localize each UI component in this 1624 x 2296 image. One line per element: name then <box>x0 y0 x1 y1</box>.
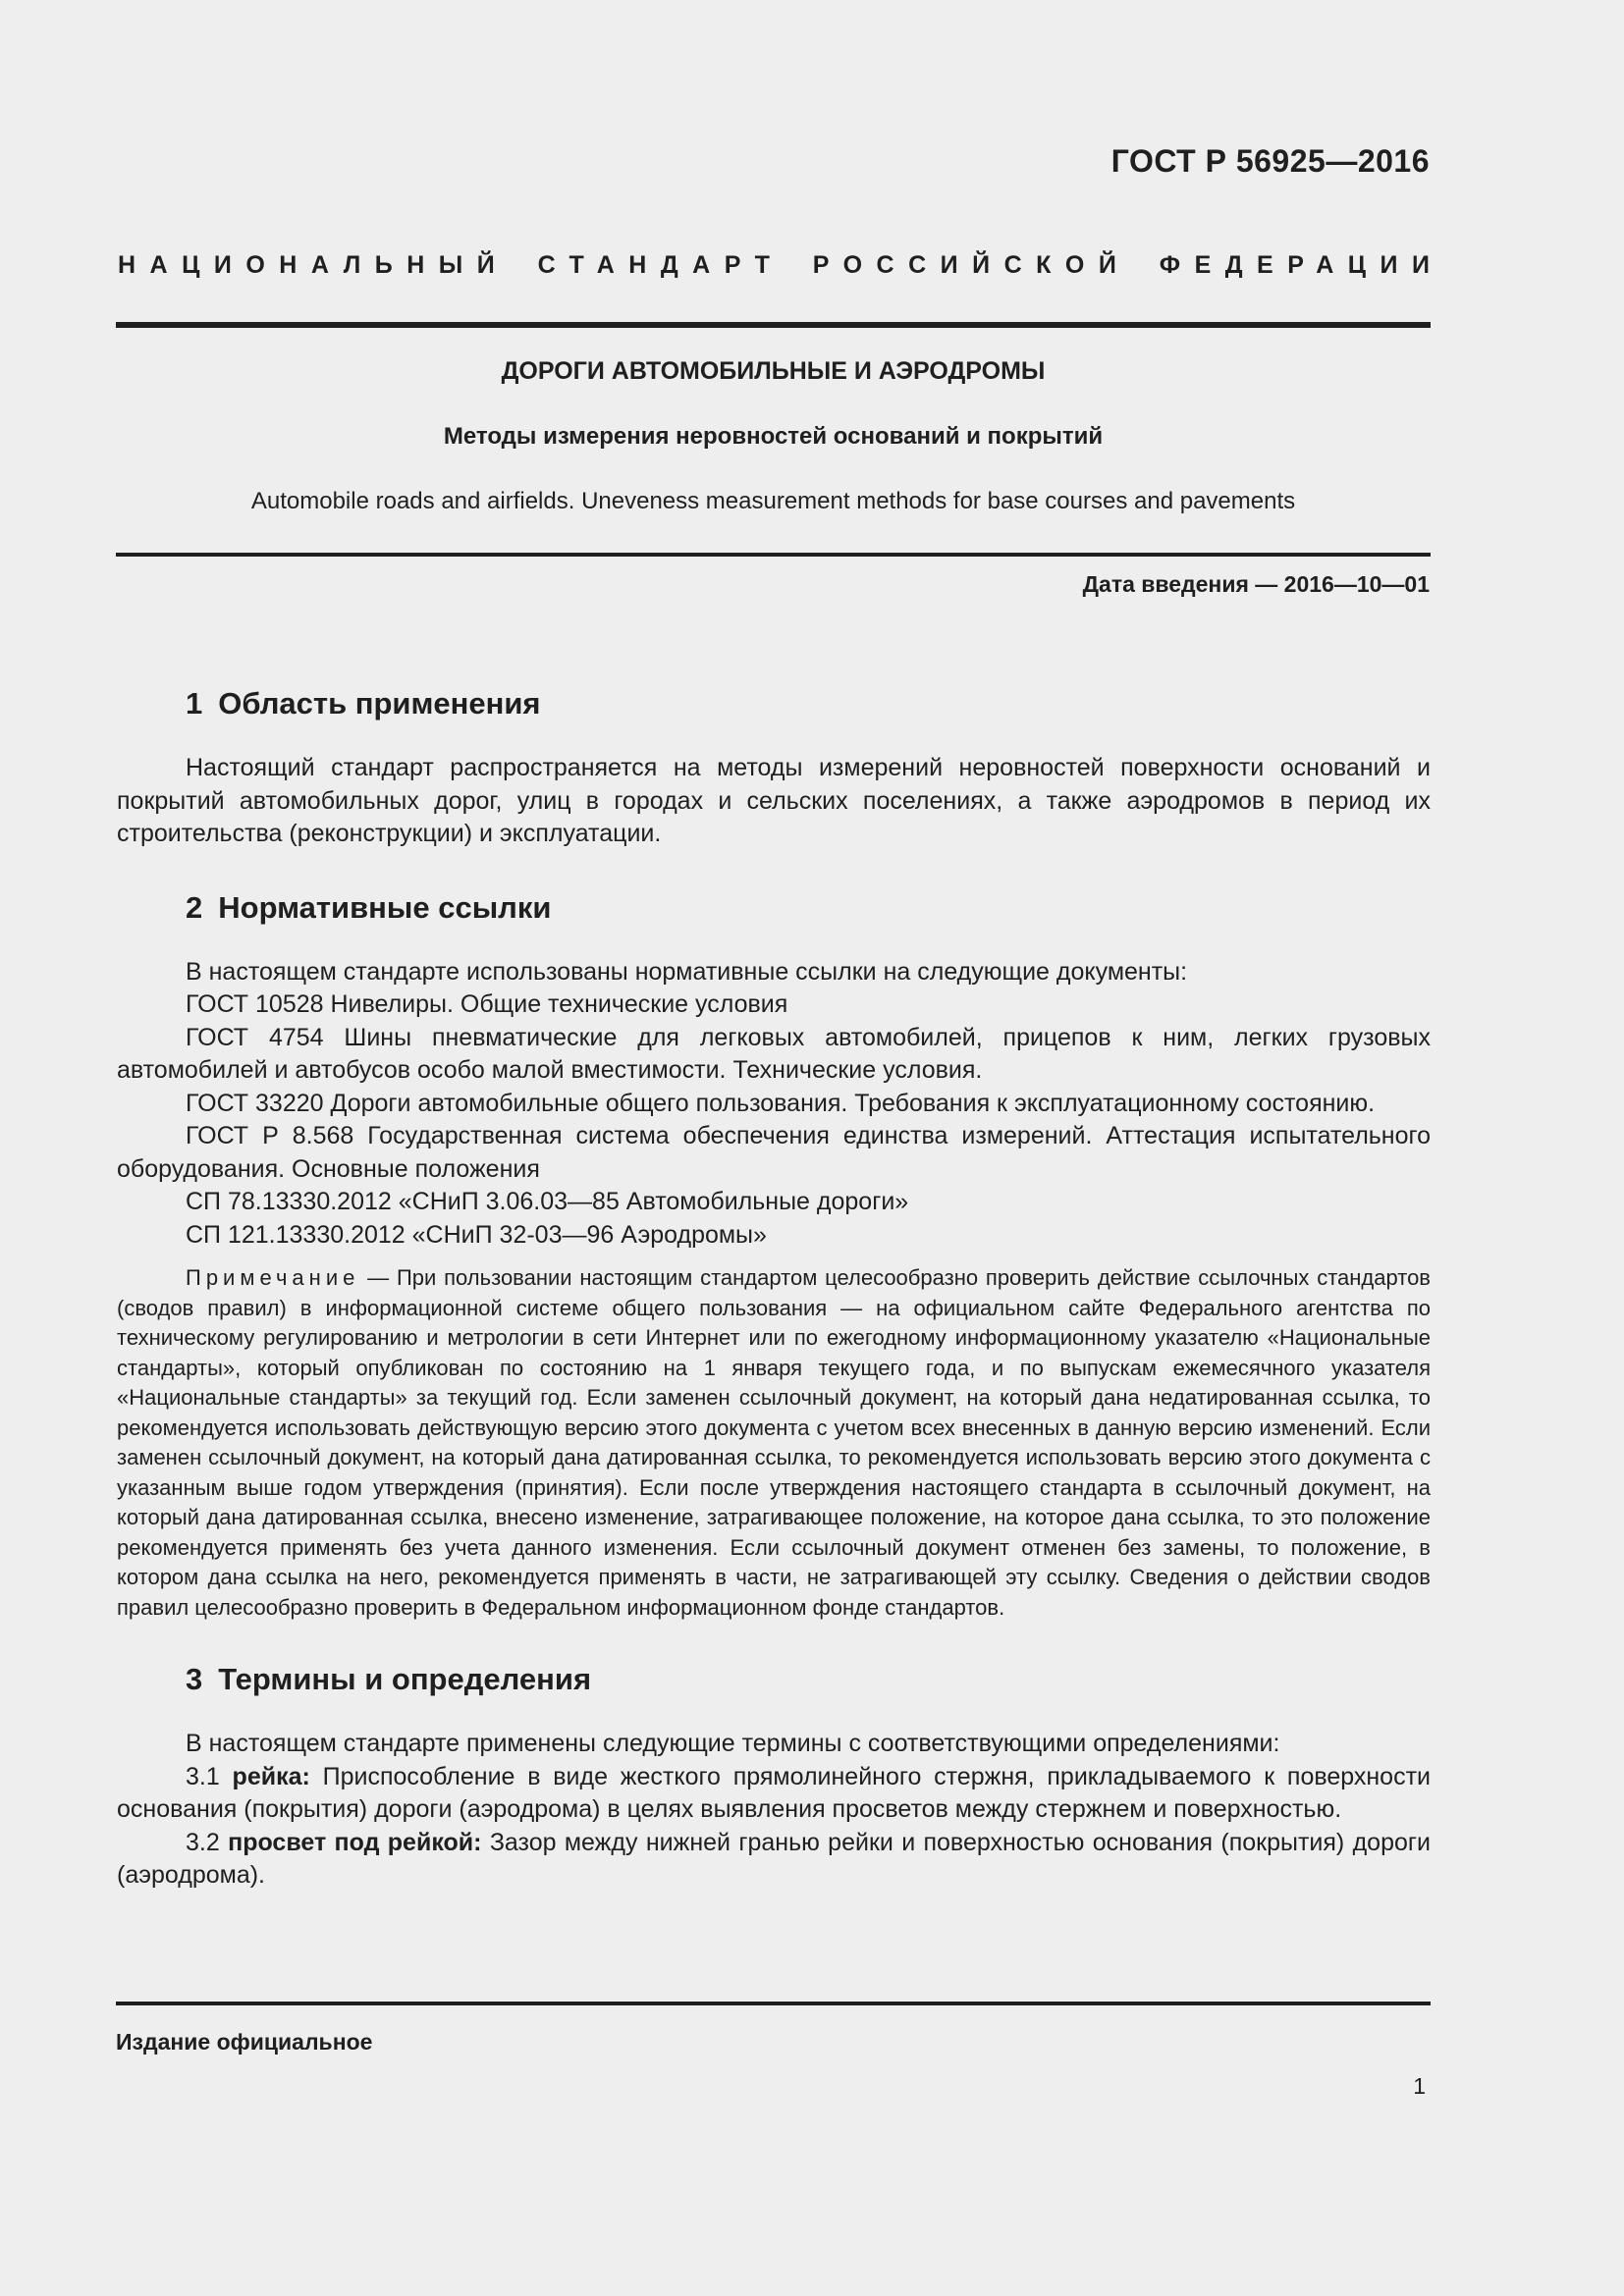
official-edition-label: Издание официальное <box>116 2029 373 2055</box>
note-label: Примечание <box>186 1265 360 1290</box>
title-rule <box>116 553 1431 557</box>
term-item <box>117 1761 1431 1827</box>
term-definition: Зазор между нижней гранью рейки и поверхностью основания (покрытия) дороги (аэродрома). <box>117 1828 1431 1889</box>
section-heading <box>117 1656 1431 1703</box>
section-number: 1 <box>186 686 203 721</box>
term-number: 3.1 <box>186 1762 220 1790</box>
term-name: просвет под рейкой: <box>228 1828 482 1856</box>
standard-number: ГОСТ Р 56925—2016 <box>1110 143 1430 179</box>
reference-item: ГОСТ Р 8.568 Государственная система обеспечения единства измерений. Аттестация испытательного оборудования. Основные положения <box>117 1122 1431 1183</box>
reference-item: ГОСТ 4754 Шины пневматические для легковых автомобилей, прицепов к ним, легких грузовых автомобилей и автобусов особо малой вместимости. Технические условия. <box>117 1023 1431 1084</box>
banner-word: СТАНДАРТ <box>537 251 785 279</box>
footer-rule <box>116 2002 1431 2005</box>
reference-item: ГОСТ 33220 Дороги автомобильные общего пользования. Требования к эксплуатационному состоянию. <box>186 1089 1376 1117</box>
term-definition: Приспособление в виде жесткого прямолинейного стержня, прикладываемого к поверхности основания (покрытия) дороги (аэродрома) в целях выявления просветов между стержнем и поверхностью. <box>117 1762 1431 1823</box>
references-intro: В настоящем стандарте использованы нормативные ссылки на следующие документы: <box>186 957 1188 986</box>
section-number: 2 <box>186 889 203 925</box>
document-title: ДОРОГИ АВТОМОБИЛЬНЫЕ И АЭРОДРОМЫ <box>501 357 1046 385</box>
banner-word: ФЕДЕРАЦИИ <box>1159 251 1444 279</box>
english-title: Automobile roads and airfields. Uneveness measurement methods for base courses and pavements <box>250 488 1296 514</box>
note-text: — При пользовании настоящим стандартом целесообразно проверить действие ссылочных стандартов (сводов правил) в информационной системе общего пользования — на официальном сайте Федерального агентства по техническому регулированию и метрологии в сети Интернет или по ежегодному информационному указателю «Национальные стандарты», который опубликован по состоянию на 1 января текущего года, и по выпускам ежемесячного указателя «Национальные стандарты» за текущий год. Если заменен ссылочный документ, на который дана недатированная ссылка, то рекомендуется использовать действующую версию этого документа с учетом всех внесенных в данную версию изменений. Если заменен ссылочный документ, на который дана датированная ссылка, то рекомендуется использовать версию этого документа с указанным выше годом утверждения (принятия). Если после утверждения настоящего стандарта в ссылочный документ, на который дана датированная ссылка, внесено изменение, затрагивающее положение, на которое дана ссылка, то это положение рекомендуется применять без учета данного изменения. Если ссылочный документ отменен без замены, то положение, в котором дана ссылка на него, рекомендуется применять в части, не затрагивающей эту ссылку. Сведения о действии сводов правил целесообразно проверить в Федеральном информационном фонде стандартов. <box>117 1265 1431 1620</box>
introduction-date: Дата введения — 2016—10—01 <box>1082 571 1430 597</box>
terms-intro: В настоящем стандарте применены следующие термины с соответствующими определениями: <box>186 1730 1280 1757</box>
header-rule <box>116 322 1431 328</box>
term-name: рейка: <box>232 1762 310 1790</box>
section-title: Область применения <box>218 686 541 721</box>
term-number: 3.2 <box>186 1828 220 1856</box>
scope-paragraph: Настоящий стандарт распространяется на методы измерений неровностей поверхности оснований и покрытий автомобильных дорог, улиц в городах и сельских поселениях, а также аэродромов в период их строительства (реконструкции) и эксплуатации. <box>117 754 1431 847</box>
section-heading <box>117 884 1431 932</box>
national-standard-banner <box>118 251 1444 280</box>
banner-word: РОССИЙСКОЙ <box>812 251 1131 279</box>
reference-item: СП 121.13330.2012 «СНиП 32-03—96 Аэродромы» <box>186 1220 767 1249</box>
document-subtitle: Методы измерения неровностей оснований и покрытий <box>443 423 1104 450</box>
document-body <box>117 680 1431 1893</box>
term-item <box>117 1827 1431 1893</box>
section-title: Термины и определения <box>218 1662 592 1696</box>
section-title: Нормативные ссылки <box>218 889 552 925</box>
reference-item: СП 78.13330.2012 «СНиП 3.06.03—85 Автомобильные дороги» <box>186 1188 909 1215</box>
reference-note <box>117 1263 1431 1623</box>
section-heading <box>117 680 1431 727</box>
banner-word: НАЦИОНАЛЬНЫЙ <box>118 251 510 279</box>
page-number: 1 <box>1413 2073 1426 2099</box>
reference-item: ГОСТ 10528 Нивелиры. Общие технические условия <box>186 990 788 1018</box>
section-number: 3 <box>186 1662 203 1696</box>
